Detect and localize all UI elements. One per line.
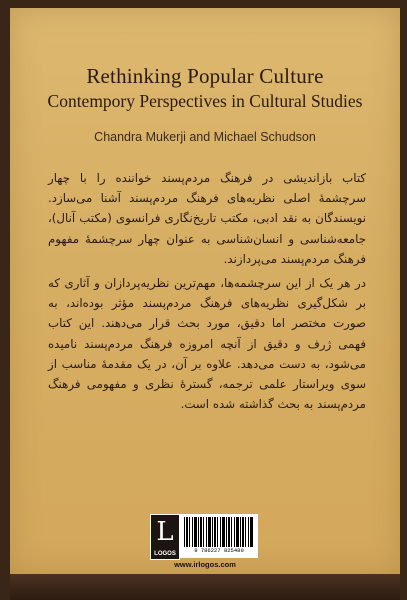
publisher-logo-text: LOGOS [154,551,176,557]
book-authors: Chandra Mukerji and Michael Schudson [94,130,316,144]
bottom-edge [10,574,400,600]
barcode-number: 9 786227 825480 [194,547,244,554]
blurb-paragraph-1: کتاب بازاندیشی در فرهنگ مردم‌پسند خواننده را با چهار سرچشمهٔ اصلی نظریه‌های فرهنگ مردم‌پسند آشنا می‌سازد. نویسندگان به نقد ادبی، مکتب تاریخ‌نگاری فرانسوی (مکتب آنال)، جامعه‌شناسی و انسان‌شناسی به عنوان چهار سرچشمهٔ مفهوم فرهنگ مردم‌پسند می‌پردازند. [48,171,366,266]
publisher-logo [150,514,180,560]
barcode-icon [184,517,254,547]
isbn-barcode [180,514,258,558]
book-subtitle: Contempory Perspectives in Cultural Studies [47,91,363,111]
publisher-website: www.irlogos.com [174,560,236,569]
blurb-text [48,168,366,414]
book-back-cover [10,8,400,574]
publisher-logo-icon: L [156,517,174,547]
blurb-paragraph-2: در هر یک از این سرچشمه‌ها، مهم‌ترین نظریه‌پردازان و آثاری که بر شکل‌گیری نظریه‌های فرهنگ مردم‌پسند مؤثر بوده‌اند، به صورت مختصر اما دقیق، مورد بحث قرار می‌دهند. این کتاب فهمی ژرف و دقیق از آنچه امروزه فرهنگ مردم‌پسند نامیده می‌شود، به دست می‌دهد. علاوه بر آن، در یک مقدمهٔ مناسب از سوی ویراستار علمی ترجمه، گسترهٔ نظری و مفهومی فرهنگ مردم‌پسند به بحث گذاشته شده است. [48,276,366,412]
book-title: Rethinking Popular Culture [86,64,324,88]
